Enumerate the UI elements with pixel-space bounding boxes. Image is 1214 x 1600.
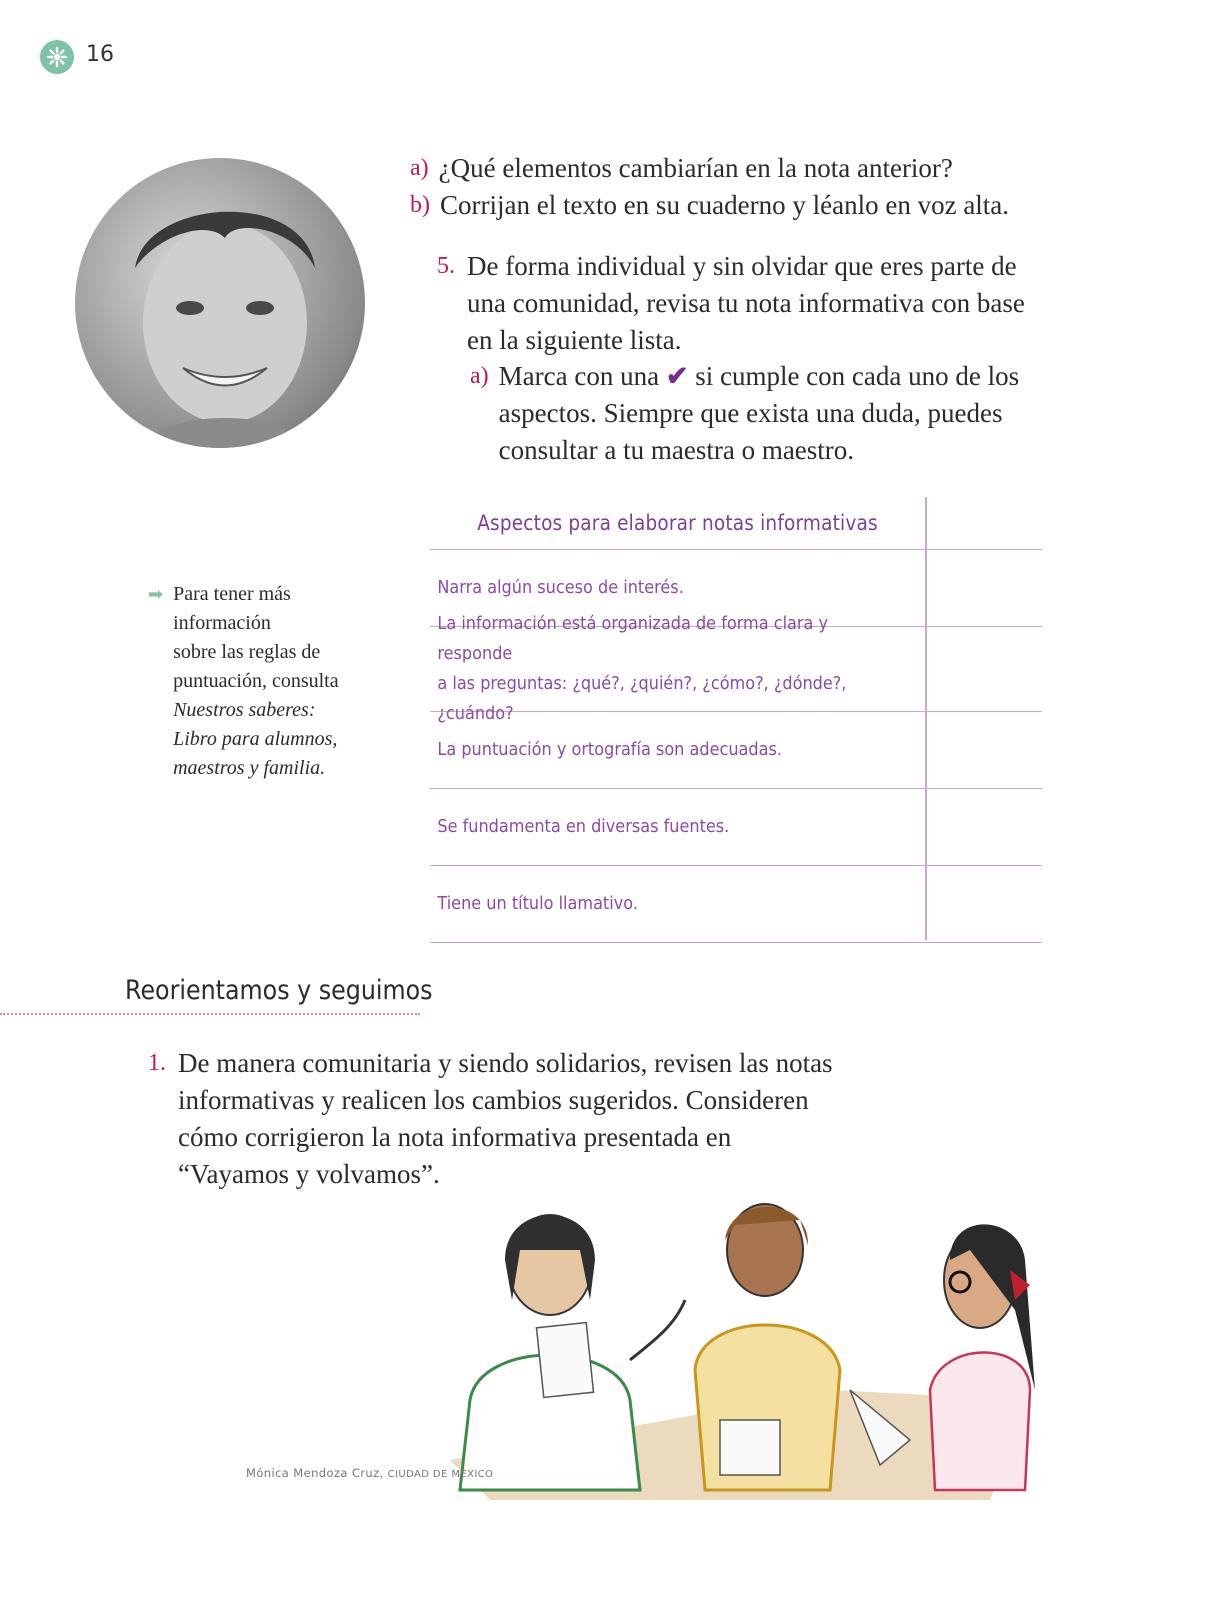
side-note-line: información	[173, 612, 271, 634]
illustration-credit: Mónica Mendoza Cruz, CIUDAD DE MÉXICO	[246, 1466, 494, 1480]
table-row	[430, 866, 1042, 943]
instruction-line: aspectos. Siempre que exista una duda, puedes	[498, 398, 1003, 428]
table-cell: Tiene un título llamativo.	[437, 894, 638, 914]
table-cell: Narra algún suceso de interés.	[437, 578, 684, 598]
instruction-5a	[470, 358, 1040, 469]
side-note-line: puntuación, consulta	[173, 670, 339, 692]
check-mark-icon: ✔	[665, 361, 689, 391]
table-header-label: Aspectos para elaborar notas informativas	[477, 511, 878, 535]
instruction-line: “Vayamos y volvamos”.	[178, 1159, 440, 1189]
table-cell: La información está organizada de forma clara y responde a las preguntas: ¿qué?, ¿quién?, ¿cómo?, ¿dónde?, ¿cuándo?	[437, 614, 847, 724]
question-text: ¿Qué elementos cambiarían en la nota anterior?	[438, 153, 953, 183]
side-note-line: maestros y familia.	[173, 757, 326, 779]
section-divider	[0, 1013, 420, 1015]
instruction-marker: 1.	[148, 1050, 166, 1076]
side-note-line: sobre las reglas de	[173, 641, 321, 663]
instruction-line: cómo corrigieron la nota informativa presentada en	[178, 1122, 732, 1152]
table-row	[430, 789, 1042, 866]
page-number: 16	[86, 42, 114, 67]
instruction-marker: 5.	[437, 253, 455, 279]
instruction-line: informativas y realicen los cambios sugeridos. Consideren	[178, 1085, 809, 1115]
instruction-line: una comunidad, revisa tu nota informativa con base	[467, 288, 1025, 318]
page-badge	[40, 40, 74, 74]
flower-icon	[46, 46, 68, 68]
question-a	[410, 150, 1009, 187]
table-column-divider	[925, 497, 927, 940]
question-b	[410, 187, 1009, 224]
side-note-line: Para tener más	[173, 583, 291, 605]
question-marker: a)	[410, 155, 429, 181]
instruction-line: consultar a tu maestra o maestro.	[498, 435, 855, 465]
question-list	[410, 150, 1009, 224]
table-cell: La puntuación y ortografía son adecuadas.	[437, 740, 783, 760]
question-marker: b)	[410, 192, 430, 218]
side-note	[148, 580, 378, 783]
table-header	[430, 497, 1042, 550]
instruction-5	[437, 248, 1037, 359]
student-portrait	[75, 158, 365, 448]
question-text: Corrijan el texto en su cuaderno y léanlo en voz alta.	[440, 190, 1010, 220]
instruction-line: en la siguiente lista.	[467, 325, 682, 355]
instruction-1	[148, 1045, 838, 1193]
students-illustration	[430, 1190, 1050, 1500]
table-cell: Se fundamenta en diversas fuentes.	[437, 817, 730, 837]
side-note-line: Nuestros saberes:	[173, 699, 316, 721]
instruction-line: De forma individual y sin olvidar que eres parte de	[467, 251, 1017, 281]
table-row	[430, 614, 1042, 724]
section-title: Reorientamos y seguimos	[125, 975, 433, 1006]
checklist-table	[430, 497, 1042, 943]
instruction-marker: a)	[470, 363, 489, 389]
side-note-line: Libro para alumnos,	[173, 728, 338, 750]
arrow-right-icon: ➡	[148, 584, 164, 605]
instruction-line: Marca con una ✔ si cumple con cada uno de los	[498, 361, 1020, 391]
instruction-line: De manera comunitaria y siendo solidarios, revisen las notas	[178, 1048, 833, 1078]
